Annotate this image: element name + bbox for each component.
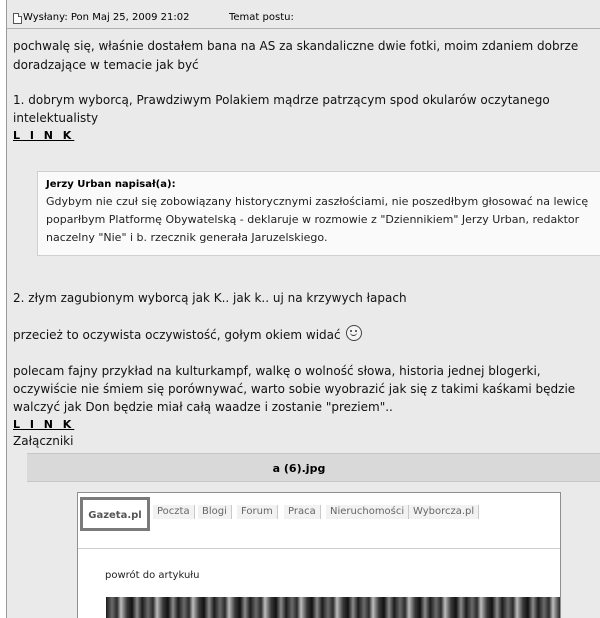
- screenshot-tab-wyborcza: Wyborcza.pl: [409, 505, 479, 519]
- post-header: [7, 7, 600, 29]
- post-text-line: pochwalę się, właśnie dostałem bana na AS za skandaliczne dwie fotki, moim zdaniem dobrze: [13, 39, 579, 53]
- quote-author: Jerzy Urban napisał(a):: [46, 179, 176, 190]
- post-date: Wysłany: Pon Maj 25, 2009 21:02: [23, 12, 190, 23]
- quote-line: naczelny "Nie" i b. rzecznik generała Jaruzelskiego.: [46, 231, 328, 244]
- post-text-line: 2. złym zagubionym wyborcą jak K.. jak k.. uj na krzywych łapach: [13, 291, 407, 305]
- post-link[interactable]: L I N K: [13, 129, 75, 142]
- post-body: [6, 0, 600, 618]
- screenshot-photo: [106, 597, 560, 618]
- post-subject: Temat postu:: [229, 12, 294, 23]
- post-text-line: oczywiście nie śmiem się porównywać, warto sobie wyobrazić jak się z takimi kaśkami będzie: [13, 382, 576, 396]
- post-text-line: walczyć jak Don będzie miał całą waadze i zostanie "preziem"..: [13, 400, 393, 414]
- attachment-filename: a (6).jpg: [27, 453, 600, 482]
- post-icon[interactable]: [13, 13, 22, 24]
- post-text-line: [13, 325, 362, 345]
- screenshot-logo: Gazeta.pl: [80, 497, 150, 531]
- post-text-line: 1. dobrym wyborcą, Prawdziwym Polakiem mądrze patrzącym spod okularów oczytanego: [13, 93, 550, 107]
- post-text-line: polecam fajny przykład na kulturkampf, walkę o wolność słowa, historia jednej blogerki,: [13, 364, 541, 378]
- post-text-line: doradzające w temacie jak być: [13, 58, 199, 72]
- attachment-image[interactable]: [77, 492, 561, 618]
- attachments-label: Załączniki: [13, 434, 74, 448]
- screenshot-back-link: powrót do artykułu: [105, 570, 200, 581]
- screenshot-tab-blogi: Blogi: [198, 505, 232, 519]
- post-text-line: intelektualisty: [13, 111, 99, 125]
- screenshot-tab-nieruchomosci: Nieruchomości: [326, 505, 409, 519]
- post-text-span: przecież to oczywista oczywistość, gołym okiem widać: [13, 328, 341, 342]
- quote-line: poparłbym Platformę Obywatelską - deklaruje w rozmowie z "Dziennikiem" Jerzy Urban, redaktor: [46, 213, 580, 226]
- screenshot-tab-praca: Praca: [284, 505, 321, 519]
- screenshot-nav-bar: [78, 493, 560, 549]
- quote-block: [37, 171, 600, 256]
- screenshot-tab-poczta: Poczta: [153, 505, 195, 519]
- post-link[interactable]: L I N K: [13, 418, 75, 431]
- smiley-icon: [346, 325, 362, 341]
- screenshot-tab-forum: Forum: [237, 505, 278, 519]
- quote-line: Gdybym nie czuł się zobowiązany historycznymi zaszłościami, nie poszedłbym głosować na lewicę: [46, 195, 589, 208]
